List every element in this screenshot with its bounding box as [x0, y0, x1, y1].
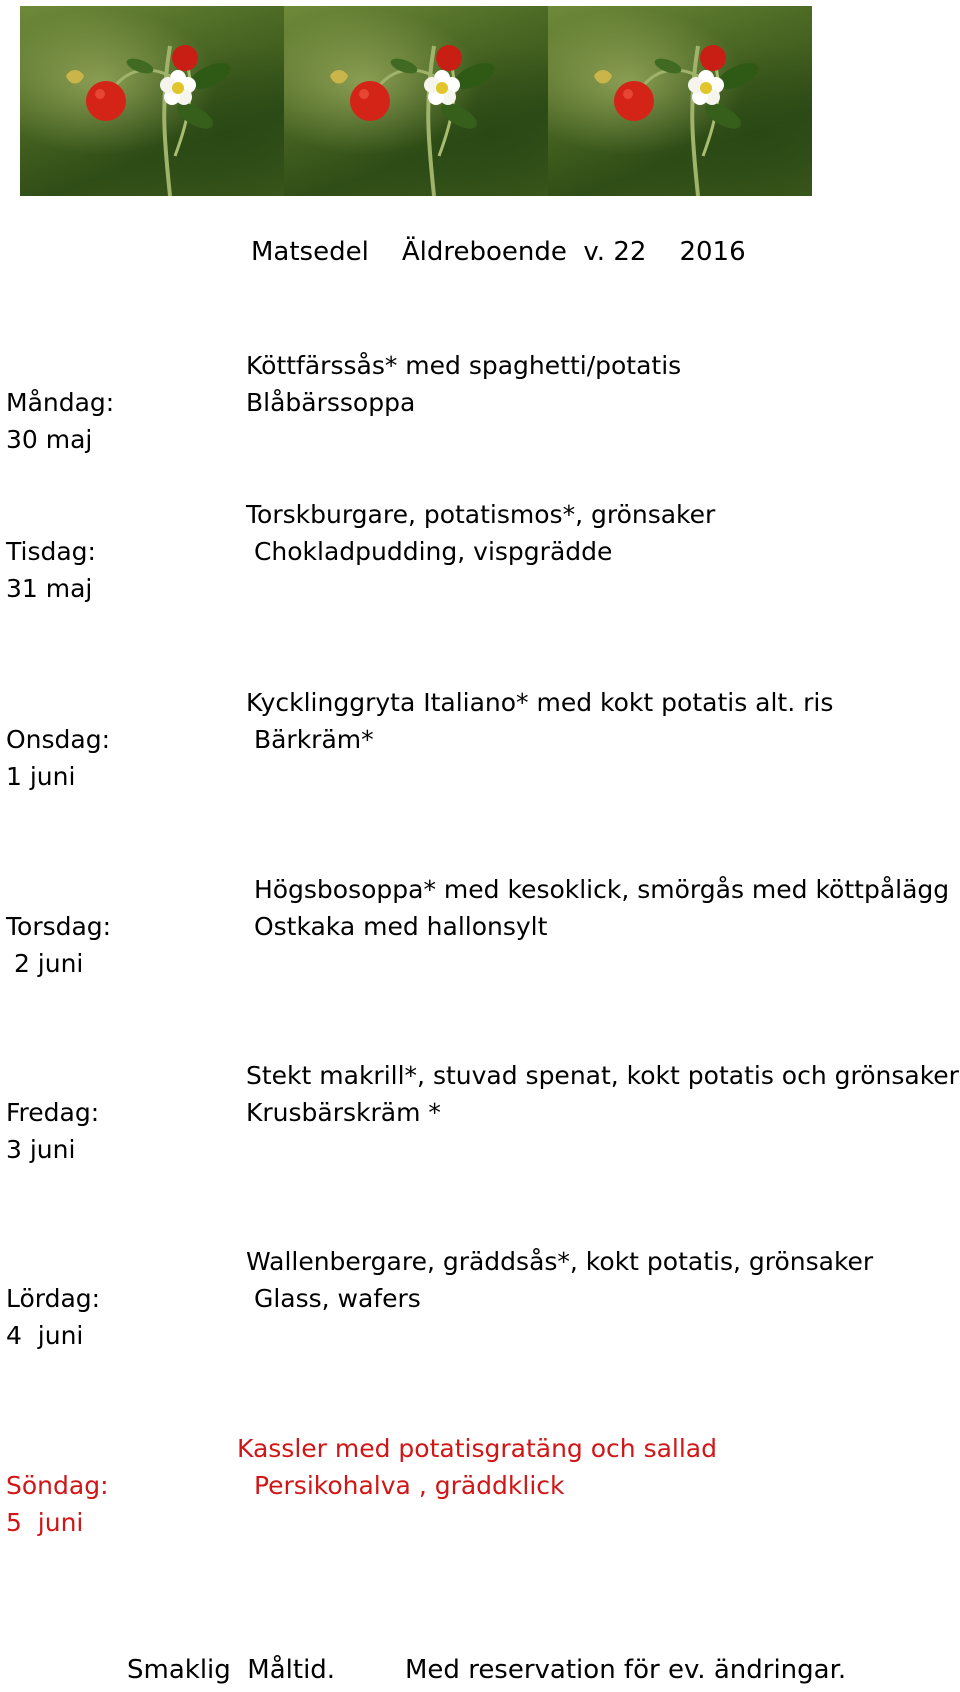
thursday-date: 2 juni: [6, 949, 84, 978]
tuesday-main-dish: Torskburgare, potatismos*, grönsaker: [246, 500, 716, 529]
monday-dessert: Blåbärssoppa: [246, 388, 416, 417]
tuesday-label: Tisdag:: [6, 537, 96, 566]
saturday-date: 4 juni: [6, 1321, 84, 1350]
thursday-label: Torsdag:: [6, 912, 112, 941]
wednesday-dessert: Bärkräm*: [246, 725, 374, 754]
thursday-dessert: Ostkaka med hallonsylt: [246, 912, 548, 941]
footer-greeting: Smaklig Måltid.: [127, 1655, 336, 1685]
friday-dessert: Krusbärskräm *: [246, 1098, 441, 1127]
footer-disclaimer: Med reservation för ev. ändringar.: [405, 1655, 847, 1685]
sunday-main-dish: Kassler med potatisgratäng och sallad: [237, 1434, 717, 1463]
header-banner: [20, 6, 812, 196]
saturday-dessert: Glass, wafers: [246, 1284, 421, 1313]
menu-title: Matsedel Äldreboende v. 22 2016: [251, 237, 746, 267]
wild-strawberry-photo: [284, 6, 548, 196]
monday-label: Måndag:: [6, 388, 115, 417]
monday-date: 30 maj: [6, 425, 93, 454]
sunday-label: Söndag:: [6, 1471, 109, 1500]
wednesday-label: Onsdag:: [6, 725, 111, 754]
wild-strawberry-photo: [548, 6, 812, 196]
friday-label: Fredag:: [6, 1098, 100, 1127]
saturday-main-dish: Wallenbergare, gräddsås*, kokt potatis, grönsaker: [246, 1247, 874, 1276]
tuesday-dessert: Chokladpudding, vispgrädde: [246, 537, 613, 566]
wild-strawberry-photo: [20, 6, 284, 196]
tuesday-date: 31 maj: [6, 574, 93, 603]
wednesday-main-dish: Kycklinggryta Italiano* med kokt potatis alt. ris: [246, 688, 834, 717]
saturday-label: Lördag:: [6, 1284, 101, 1313]
friday-date: 3 juni: [6, 1135, 76, 1164]
sunday-date: 5 juni: [6, 1508, 84, 1537]
sunday-dessert: Persikohalva , gräddklick: [246, 1471, 565, 1500]
monday-main-dish: Köttfärssås* med spaghetti/potatis: [246, 351, 682, 380]
wednesday-date: 1 juni: [6, 762, 76, 791]
thursday-main-dish: Högsbosoppa* med kesoklick, smörgås med köttpålägg: [246, 875, 950, 904]
friday-main-dish: Stekt makrill*, stuvad spenat, kokt potatis och grönsaker: [246, 1061, 959, 1090]
